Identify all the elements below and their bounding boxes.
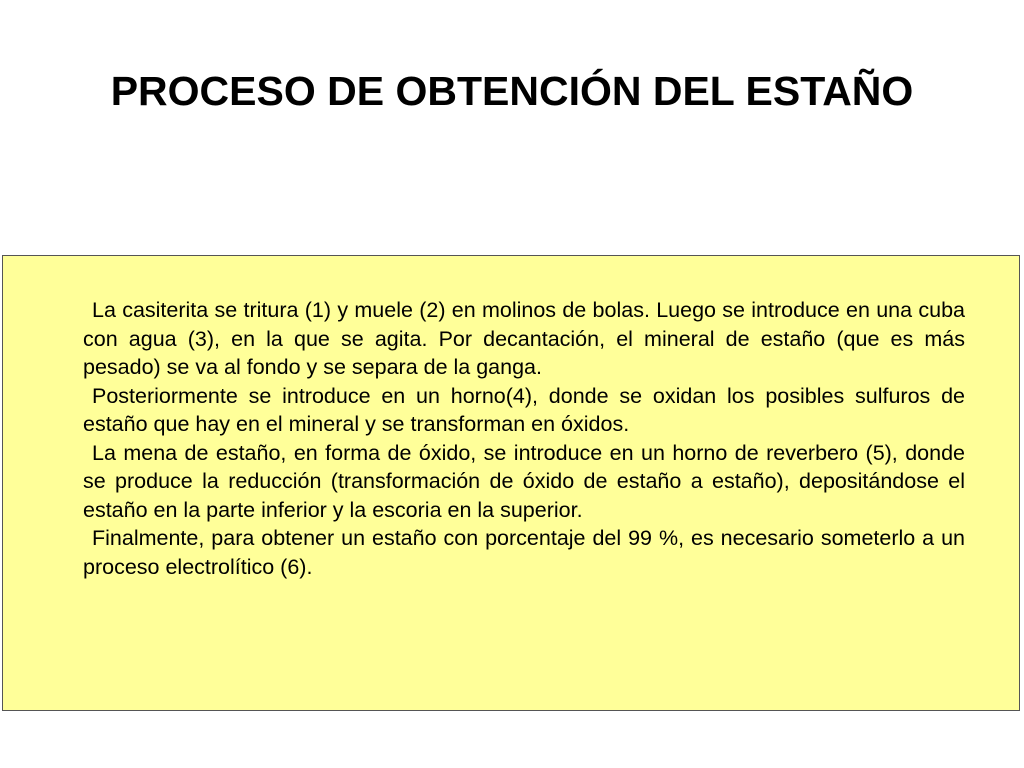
- content-text: [83, 296, 965, 581]
- paragraph-electrolisis: Finalmente, para obtener un estaño con porcentaje del 99 %, es necesario someterlo a un proceso electrolítico (6).: [83, 526, 965, 579]
- content-box: [2, 255, 1020, 711]
- slide-title: PROCESO DE OBTENCIÓN DEL ESTAÑO: [110, 68, 914, 114]
- paragraph-reverbero: La mena de estaño, en forma de óxido, se introduce en un horno de reverbero (5), donde se produce la reducción (transformación de óxido de estaño a estaño), depositándose el estaño en la parte inferior y la escoria en la superior.: [83, 440, 965, 522]
- paragraph-trituracion: La casiterita se tritura (1) y muele (2) en molinos de bolas. Luego se introduce en una cuba con agua (3), en la que se agita. Por decantación, el mineral de estaño (que es más pesado) se va al fondo y se separa de la ganga.: [83, 298, 965, 379]
- paragraph-horno: Posteriormente se introduce en un horno(4), donde se oxidan los posibles sulfuros de estaño que hay en el mineral y se transforman en óxidos.: [83, 383, 965, 436]
